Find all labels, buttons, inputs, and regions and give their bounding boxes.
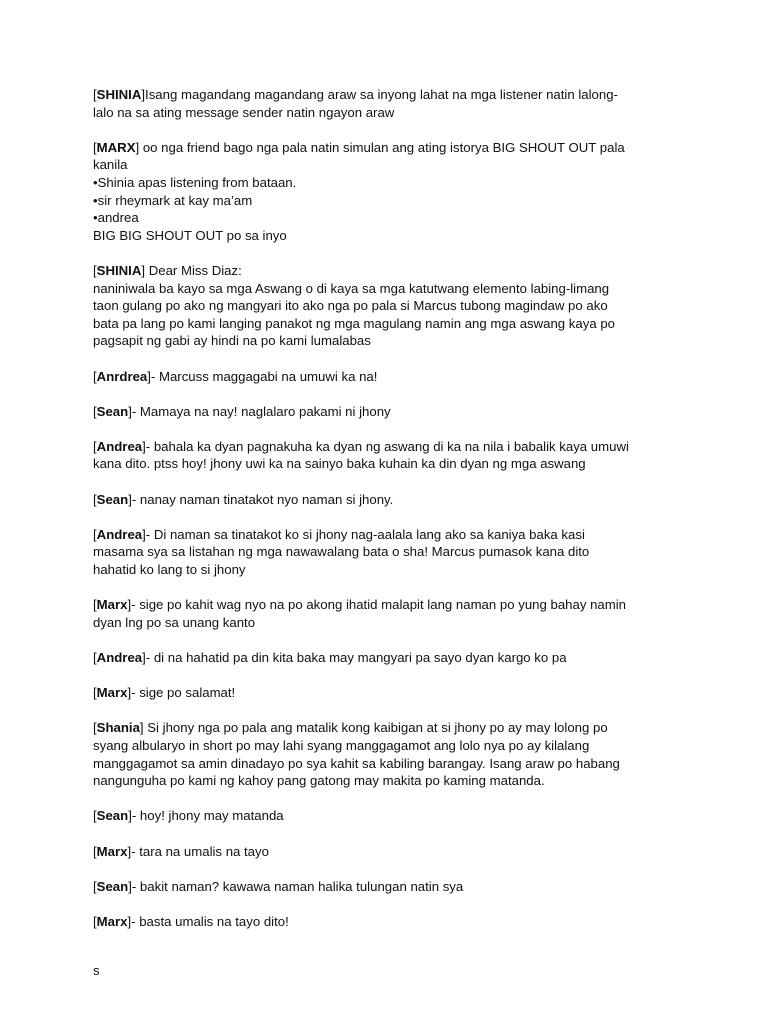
dialogue-paragraph <box>93 719 693 789</box>
dialogue-line: bata pa lang po kami langing panakot ng mga magulang namin ang mga aswang kaya po <box>93 315 615 331</box>
line-text: - tara na umalis na tayo <box>131 843 269 859</box>
footer-text: s <box>93 963 100 978</box>
speaker-name: Marx <box>96 597 128 613</box>
dialogue-line: manggagamot sa amin dinadayo po sya kahit sa kabiling barangay. Isang araw po habang <box>93 755 620 771</box>
dialogue-line: [Marx]- sige po kahit wag nyo na po akong ihatid malapit lang naman po yung bahay namin <box>93 597 627 613</box>
line-text: - basta umalis na tayo dito! <box>131 913 289 929</box>
line-text: - nanay naman tinatakot nyo naman si jhony. <box>131 491 394 507</box>
speaker-name: Anrdrea <box>96 368 148 384</box>
dialogue-line: [SHINIA] Dear Miss Diaz: <box>93 262 242 278</box>
dialogue-line: [Andrea]- Di naman sa tinatakot ko si jhony nag-aalala lang ako sa kaniya baka kasi <box>93 526 585 542</box>
dialogue-line: nangunguha po kami ng kahoy pang gatong may makita po kaming matanda. <box>93 773 545 789</box>
dialogue-paragraph <box>93 438 693 473</box>
dialogue-line: [MARX] oo nga friend bago nga pala natin simulan ang ating istorya BIG SHOUT OUT pala <box>93 139 625 155</box>
dialogue-paragraph <box>93 368 693 386</box>
dialogue-paragraph <box>93 684 693 702</box>
dialogue-paragraph <box>93 526 693 579</box>
dialogue-line: [Anrdrea]- Marcuss maggagabi na umuwi ka na! <box>93 368 378 384</box>
dialogue-paragraph <box>93 878 693 896</box>
line-text: Dear Miss Diaz: <box>145 262 242 278</box>
dialogue-line: [Andrea]- di na hahatid pa din kita baka may mangyari pa sayo dyan kargo ko pa <box>93 650 567 665</box>
dialogue-paragraph <box>93 649 693 667</box>
speaker-name: Shania <box>96 720 140 736</box>
dialogue-line: naniniwala ba kayo sa mga Aswang o di kaya sa mga katutwang elemento labing-limang <box>93 280 610 296</box>
dialogue-line: •sir rheymark at kay ma’am <box>93 192 253 208</box>
dialogue-paragraph <box>93 86 693 121</box>
dialogue-paragraph <box>93 807 693 825</box>
page-footer <box>93 962 100 980</box>
line-text: - Mamaya na nay! naglalaro pakami ni jhony <box>131 403 391 419</box>
line-text: - hoy! jhony may matanda <box>131 808 284 824</box>
dialogue-line: kanila <box>93 157 128 173</box>
line-text: - Di naman sa tinatakot ko si jhony nag-aalala lang ako sa kaniya baka kasi <box>145 526 585 542</box>
dialogue-line: [Marx]- tara na umalis na tayo <box>93 843 269 859</box>
line-text: oo nga friend bago nga pala natin simulan ang ating istorya BIG SHOUT OUT pala <box>139 139 625 155</box>
dialogue-paragraph <box>93 491 693 509</box>
line-text: - di na hahatid pa din kita baka may mangyari pa sayo dyan kargo ko pa <box>145 650 567 665</box>
dialogue-line: lalo na sa ating message sender natin ngayon araw <box>93 104 395 120</box>
dialogue-line: [SHINIA]Isang magandang magandang araw sa inyong lahat na mga listener natin lalong- <box>93 87 618 102</box>
dialogue-line: [Sean]- nanay naman tinatakot nyo naman si jhony. <box>93 491 394 507</box>
dialogue-line: hahatid ko lang to si jhony <box>93 562 246 578</box>
speaker-name: Sean <box>96 808 129 824</box>
line-text: - Marcuss maggagabi na umuwi ka na! <box>150 368 378 384</box>
document-body <box>93 86 693 948</box>
dialogue-line: pagsapit ng gabi ay hindi na po kami lumalabas <box>93 333 371 349</box>
speaker-name: Andrea <box>96 650 143 665</box>
speaker-name: Andrea <box>96 526 143 542</box>
dialogue-line: [Andrea]- bahala ka dyan pagnakuha ka dyan ng aswang di ka na nila i babalik kaya umuwi <box>93 438 629 454</box>
dialogue-line: dyan lng po sa unang kanto <box>93 614 256 630</box>
dialogue-line: kana dito. ptss hoy! jhony uwi ka na sainyo baka kuhain ka din dyan ng mga aswang <box>93 456 586 472</box>
dialogue-paragraph <box>93 262 693 350</box>
line-text: - bakit naman? kawawa naman halika tulungan natin sya <box>131 878 464 894</box>
speaker-name: Andrea <box>96 438 143 454</box>
line-text: Isang magandang magandang araw sa inyong lahat na mga listener natin lalong- <box>145 87 618 102</box>
line-text: - sige po salamat! <box>131 685 236 701</box>
dialogue-line: [Sean]- Mamaya na nay! naglalaro pakami ni jhony <box>93 403 391 419</box>
dialogue-paragraph <box>93 843 693 861</box>
speaker-name: SHINIA <box>96 262 142 278</box>
dialogue-line: [Sean]- hoy! jhony may matanda <box>93 808 284 824</box>
dialogue-paragraph <box>93 139 693 245</box>
dialogue-line: [Marx]- sige po salamat! <box>93 685 236 701</box>
speaker-name: Sean <box>96 491 129 507</box>
line-text: Si jhony nga po pala ang matalik kong kaibigan at si jhony po ay may lolong po <box>143 720 608 736</box>
speaker-name: SHINIA <box>96 87 142 102</box>
dialogue-paragraph <box>93 596 693 631</box>
speaker-name: Marx <box>96 685 128 701</box>
dialogue-line: BIG BIG SHOUT OUT po sa inyo <box>93 227 287 243</box>
dialogue-line: •andrea <box>93 210 139 226</box>
line-text: - sige po kahit wag nyo na po akong ihatid malapit lang naman po yung bahay namin <box>131 597 627 613</box>
dialogue-line: taon gulang po ako ng mangyari ito ako nga po pala si Marcus tubong magindaw po ako <box>93 298 608 314</box>
speaker-name: Sean <box>96 878 129 894</box>
dialogue-paragraph <box>93 403 693 421</box>
dialogue-line: [Sean]- bakit naman? kawawa naman halika tulungan natin sya <box>93 878 464 894</box>
dialogue-line: [Marx]- basta umalis na tayo dito! <box>93 913 289 929</box>
dialogue-line: syang albularyo in short po may lahi syang manggagamot ang lolo nya po ay kilalang <box>93 737 590 753</box>
speaker-name: Marx <box>96 913 128 929</box>
dialogue-line: •Shinia apas listening from bataan. <box>93 174 297 190</box>
line-text: - bahala ka dyan pagnakuha ka dyan ng aswang di ka na nila i babalik kaya umuwi <box>145 438 629 454</box>
speaker-name: Marx <box>96 843 128 859</box>
dialogue-line: [Shania] Si jhony nga po pala ang matalik kong kaibigan at si jhony po ay may lolong po <box>93 720 608 736</box>
speaker-name: Sean <box>96 403 129 419</box>
dialogue-paragraph <box>93 913 693 931</box>
speaker-name: MARX <box>96 139 136 155</box>
dialogue-line: masama sya sa listahan ng mga nawawalang bata o sha! Marcus pumasok kana dito <box>93 544 590 560</box>
